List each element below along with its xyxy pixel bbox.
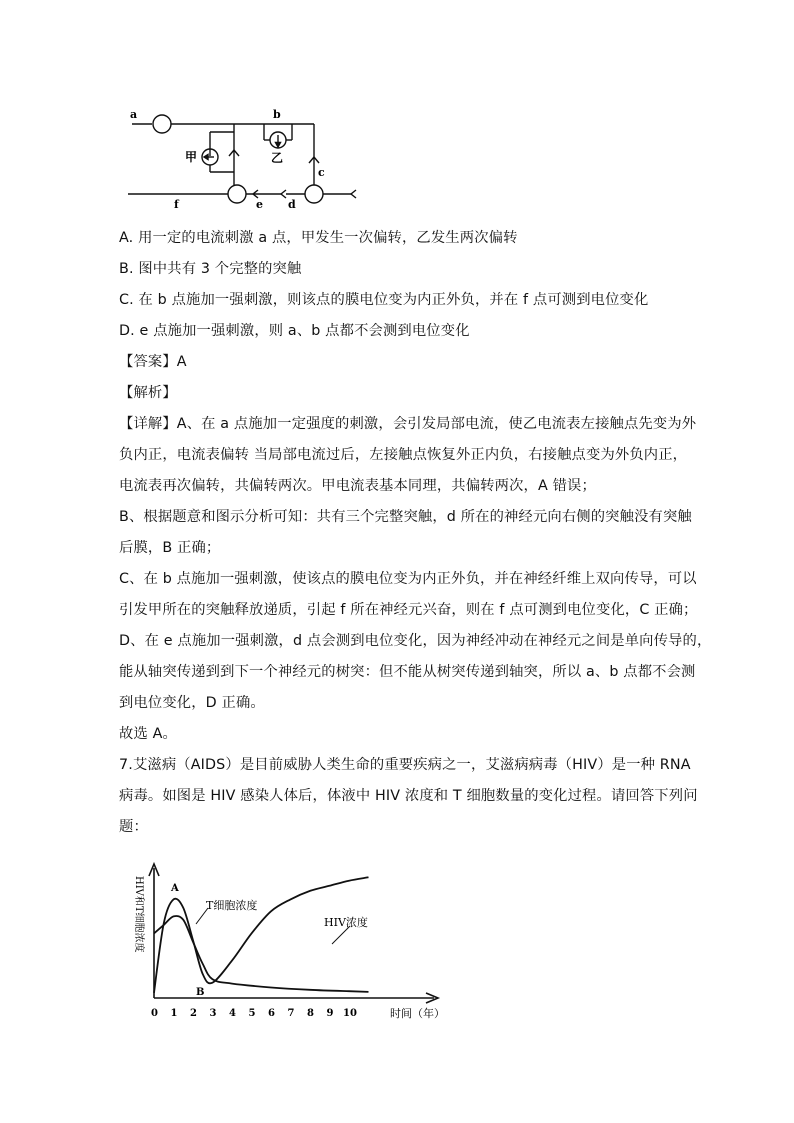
x-tick-label: 5	[248, 1008, 256, 1019]
x-tick-label: 7	[287, 1008, 295, 1019]
x-tick-label: 6	[268, 1008, 275, 1019]
question-7-line: 题：	[119, 819, 148, 835]
explanation-line: D、在 e 点施加一强刺激，d 点会测到电位变化，因为神经冲动在神经元之间是单向传导的，	[119, 633, 712, 649]
explanation-line: B、根据题意和图示分析可知：共有三个完整突触，d 所在的神经元向右侧的突触没有突触	[119, 509, 692, 525]
x-tick-label: 0	[151, 1008, 158, 1019]
conclusion-line: 故选 A。	[119, 726, 177, 742]
label-f: f	[174, 198, 179, 210]
option-d: D. e 点施加一强刺激，则 a、b 点都不会测到电位变化	[119, 323, 470, 339]
explanation-line: C、在 b 点施加一强刺激，使该点的膜电位变为内正外负，并在神经纤维上双向传导，可以	[119, 571, 697, 587]
explanation-line: 后膜，B 正确；	[119, 540, 221, 556]
legend-label-hiv: HIV浓度	[324, 916, 368, 929]
explanation-line: 引发甲所在的突触释放递质，引起 f 所在神经元兴奋，则在 f 点可测到电位变化，C 正确；	[119, 602, 698, 618]
question-7-line: 病毒。如图是 HIV 感染人体后，体液中 HIV 浓度和 T 细胞数量的变化过程。请回答下列问	[119, 788, 698, 804]
y-axis-label: HIV和T细胞浓度	[133, 876, 144, 953]
label-jia: 甲	[185, 150, 198, 164]
explanation-line: 负内正，电流表偏转 当局部电流过后，左接触点恢复外正内负，右接触点变为外负内正，	[119, 447, 688, 463]
x-tick-label: 1	[170, 1008, 178, 1019]
point-label-a: A	[171, 883, 179, 894]
analysis-heading: 【解析】	[119, 385, 177, 401]
hiv-tcell-chart	[118, 852, 458, 1032]
x-tick-label: 9	[326, 1008, 334, 1019]
neural-circuit-diagram	[122, 108, 362, 210]
option-a: A. 用一定的电流刺激 a 点，甲发生一次偏转，乙发生两次偏转	[119, 230, 518, 246]
explanation-line: 能从轴突传递到到下一个神经元的树突：但不能从树突传递到轴突，所以 a、b 点都不会测	[119, 664, 696, 680]
question-7-line: 7.艾滋病（AIDS）是目前威胁人类生命的重要疾病之一，艾滋病病毒（HIV）是一种 RNA	[119, 757, 691, 773]
option-b: B. 图中共有 3 个完整的突触	[119, 261, 302, 277]
explanation-line: 电流表再次偏转，共偏转两次。甲电流表基本同理，共偏转两次，A 错误；	[119, 478, 596, 494]
label-e: e	[256, 198, 263, 210]
series-line-hiv	[154, 877, 369, 993]
label-yi: 乙	[271, 151, 284, 165]
label-b: b	[273, 108, 281, 121]
x-axis-label: 时间（年）	[390, 1007, 445, 1020]
answer-line: 【答案】A	[119, 354, 187, 370]
option-c: C. 在 b 点施加一强刺激，则该点的膜电位变为内正外负，并在 f 点可测到电位变化	[119, 292, 649, 308]
x-tick-label: 8	[307, 1008, 314, 1019]
x-tick-label: 4	[229, 1008, 236, 1019]
label-a: a	[130, 108, 138, 121]
x-tick-label: 3	[209, 1008, 217, 1019]
x-tick-label: 2	[190, 1008, 197, 1019]
x-tick-label: 10	[343, 1008, 357, 1019]
explanation-line: 【详解】A、在 a 点施加一定强度的刺激，会引发局部电流，使乙电流表左接触点先变为外	[119, 416, 697, 432]
explanation-line: 到电位变化，D 正确。	[119, 695, 265, 711]
label-d: d	[288, 198, 296, 210]
point-label-b: B	[196, 987, 205, 998]
label-c: c	[318, 166, 325, 179]
legend-label-tcell: T细胞浓度	[206, 899, 258, 912]
